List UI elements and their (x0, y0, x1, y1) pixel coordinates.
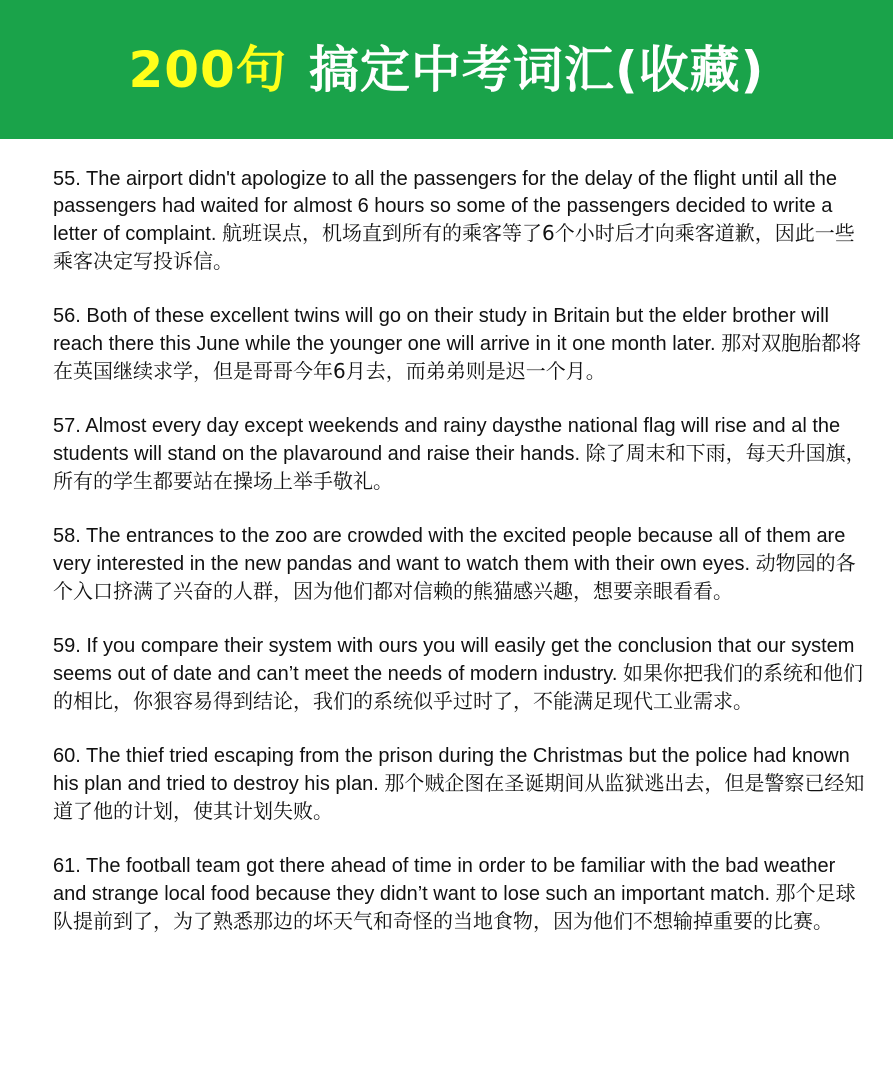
sentence-entry-61 (53, 853, 873, 936)
sentence-list (53, 166, 873, 963)
chinese-translation: 如果你把我们的系统和他们的相比，你狠容易得到结论，我们的系统似乎过时了，不能满足现代工业需求。 (53, 661, 863, 713)
page-title (128, 40, 765, 99)
english-sentence: 61. The football team got there ahead of time in order to be familiar with the bad weather and strange local food because they didn’t want to lose such an important match. (53, 855, 836, 905)
english-sentence: 56. Both of these excellent twins will go on their study in Britain but the elder brother will reach there this June while the younger one will arrive in it one month later. (53, 305, 829, 355)
title-banner (0, 0, 893, 139)
sentence-entry-56 (53, 303, 873, 386)
chinese-translation: 航班误点，机场直到所有的乘客等了6个小时后才向乘客道歉，因此一些乘客决定写投诉信。 (53, 221, 855, 273)
chinese-translation: 那对双胞胎都将在英国继续求学，但是哥哥今年6月去，而弟弟则是迟一个月。 (53, 331, 862, 383)
english-sentence: 59. If you compare their system with ours you will easily get the conclusion that our system seems out of date and can’t meet the needs of modern industry. (53, 635, 855, 685)
english-sentence: 58. The entrances to the zoo are crowded with the excited people because all of them are very interested in the new pandas and want to watch them with their own eyes. (53, 525, 846, 575)
sentence-entry-59 (53, 633, 873, 716)
sentence-entry-58 (53, 523, 873, 606)
chinese-translation: 动物园的各个入口挤满了兴奋的人群，因为他们都对信赖的熊猫感兴趣，想要亲眼看看。 (53, 551, 856, 603)
title-rest: 搞定中考词汇(收藏) (308, 40, 765, 99)
chinese-translation: 那个足球队提前到了，为了熟悉那边的坏天气和奇怪的当地食物，因为他们不想输掉重要的比赛。 (53, 881, 856, 933)
title-highlight: 200句 (128, 40, 287, 99)
sentence-entry-57 (53, 413, 873, 496)
english-sentence: 60. The thief tried escaping from the prison during the Christmas but the police had known his plan and tried to destroy his plan. (53, 745, 850, 795)
english-sentence: 57. Almost every day except weekends and rainy daysthe national flag will rise and al the students will stand on the plavaround and raise their hands. (53, 415, 841, 465)
chinese-translation: 那个贼企图在圣诞期间从监狱逃出去，但是警察已经知道了他的计划，使其计划失败。 (53, 771, 865, 823)
sentence-entry-60 (53, 743, 873, 826)
chinese-translation: 除了周末和下雨，每天升国旗，所有的学生都要站在操场上举手敬礼。 (53, 441, 866, 493)
sentence-entry-55 (53, 166, 873, 276)
english-sentence: 55. The airport didn't apologize to all the passengers for the delay of the flight until all the passengers had waited for almost 6 hours so some of the passengers decided to write a letter of complaint. (53, 168, 837, 245)
